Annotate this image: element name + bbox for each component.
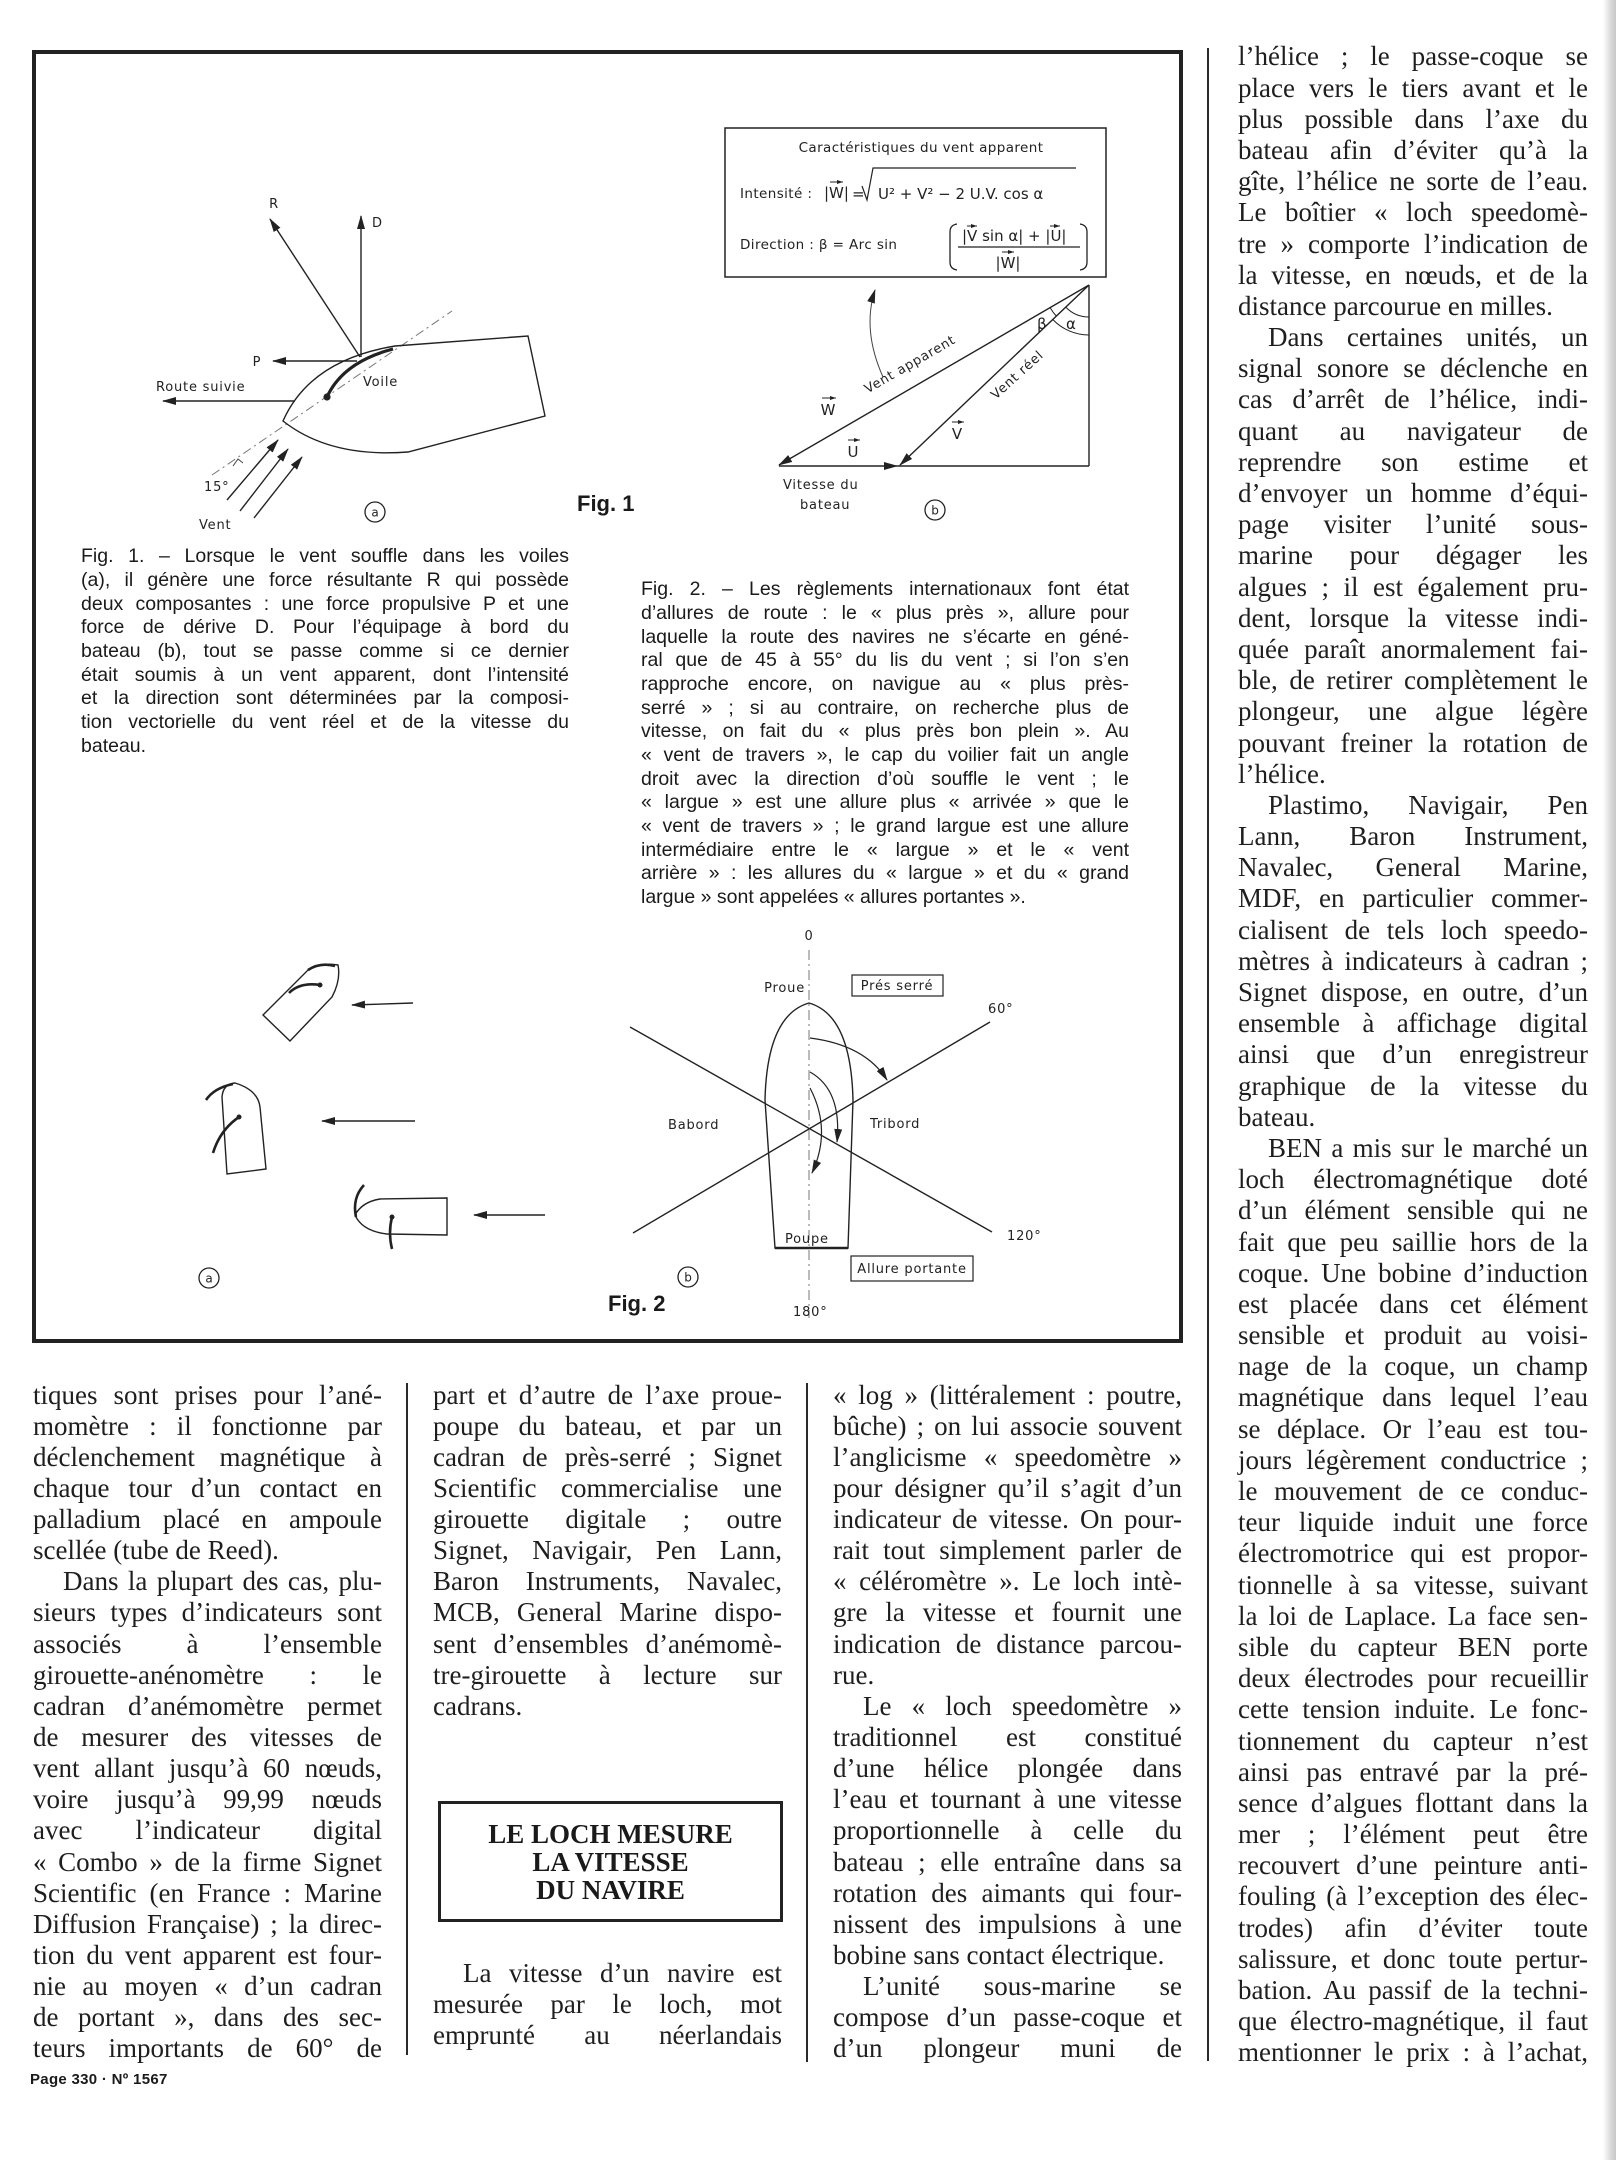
text-line: tionnelle à sa vitesse, suivant bbox=[1238, 1569, 1588, 1600]
text-line: Scientific (en France : Marine bbox=[33, 1877, 382, 1908]
text-line: arrière » : les allures du « largue » et du « grand bbox=[641, 862, 1129, 885]
text-line: est placée dans cet élément bbox=[1238, 1288, 1588, 1319]
text-line: « log » (littéralement : poutre, bbox=[833, 1379, 1182, 1410]
text-line: d’un plongeur muni de bbox=[833, 2033, 1182, 2064]
wind-arrow bbox=[227, 440, 278, 500]
text-line: deux électrodes pour recueillir bbox=[1238, 1663, 1588, 1694]
section-heading-line: LA VITESSE bbox=[532, 1846, 689, 1877]
text-line: bateau. bbox=[1238, 1101, 1316, 1132]
text-line: Lann, Baron Instrument, bbox=[1238, 821, 1588, 852]
text-line: de mesurer des vitesses de bbox=[33, 1722, 382, 1753]
label-poupe: Poupe bbox=[785, 1232, 829, 1247]
section-heading-line: LE LOCH MESURE bbox=[488, 1818, 733, 1849]
text-line: sensible et produit au voisi- bbox=[1238, 1320, 1588, 1351]
text-line: Plastimo, Navigair, Pen bbox=[1268, 789, 1588, 820]
text-line: tre-girouette à lecture sur bbox=[433, 1659, 782, 1690]
text-line: rait tout simplement parler de bbox=[833, 1535, 1182, 1566]
label-v: V bbox=[951, 425, 963, 443]
text-line: palladium placé en ampoule bbox=[33, 1504, 382, 1535]
page-footer: Page 330 · Nº 1567 bbox=[30, 2071, 168, 2088]
wind-arrow bbox=[352, 1003, 413, 1005]
text-line: l’hélice ; le passe-coque se bbox=[1238, 41, 1588, 72]
text-line: bûche) ; on lui associe souvent bbox=[833, 1410, 1182, 1441]
intensity-radicand: U² + V² − 2 U.V. cos α bbox=[878, 185, 1044, 203]
text-line: gre la vitesse et fournit une bbox=[833, 1597, 1182, 1628]
vector-w-arrow bbox=[779, 285, 1089, 465]
text-line: ble, de retirer complètement le bbox=[1238, 665, 1588, 696]
text-line: chaque tour d’un contact en bbox=[33, 1472, 382, 1503]
wind-arrow bbox=[254, 457, 302, 518]
text-line: cadrans. bbox=[433, 1690, 523, 1721]
mast-dot bbox=[318, 983, 323, 988]
text-line: jours légèrement conductrice ; bbox=[1238, 1444, 1588, 1475]
text-line: bobine sans contact électrique. bbox=[833, 1940, 1165, 1971]
sail bbox=[206, 1084, 233, 1100]
text-line: ensemble à affichage digital bbox=[1238, 1008, 1588, 1039]
text-line: de portant », dans des sec- bbox=[33, 2002, 382, 2033]
text-line: plus possible dans l’axe du bbox=[1238, 103, 1588, 134]
text-line: sent d’ensembles d’anémomè- bbox=[433, 1628, 782, 1659]
text-line: intermédiaire entre le « largue » et le « vent bbox=[641, 838, 1129, 861]
text-line: quée paraît anormalement fai- bbox=[1238, 633, 1588, 664]
text-line: pouvant freiner la rotation de bbox=[1238, 727, 1588, 758]
text-line: que électro-magnétique, il faut bbox=[1238, 2006, 1588, 2037]
text-line: « vent de travers » ; le grand largue est une allure bbox=[641, 815, 1129, 838]
text-line: teur liquide induit une force bbox=[1238, 1507, 1588, 1538]
label-zero: 0 bbox=[804, 929, 814, 944]
label-180-deg: 180° bbox=[793, 1305, 828, 1320]
text-line: d’un élément sensible qui ne bbox=[1238, 1195, 1588, 1226]
text-line: marine pour dégager les bbox=[1238, 540, 1588, 571]
text-line: Fig. 2. – Les règlements internationaux font état bbox=[641, 578, 1129, 601]
text-line: Fig. 1. – Lorsque le vent souffle dans les voiles bbox=[81, 545, 569, 568]
text-line: « largue » est une allure plus « arrivée » que le bbox=[641, 791, 1129, 814]
text-line: MDF, en particulier commer- bbox=[1238, 883, 1588, 914]
panel-marker-a: a bbox=[205, 1271, 213, 1286]
text-line: page visiter l’unité sous- bbox=[1238, 509, 1588, 540]
formula-title: Caractéristiques du vent apparent bbox=[798, 140, 1044, 156]
fig1-caption bbox=[81, 545, 569, 758]
article-column-right bbox=[1238, 41, 1588, 2068]
text-line: Le « loch speedomètre » bbox=[863, 1690, 1182, 1721]
label-allure-portante: Allure portante bbox=[857, 1262, 967, 1277]
text-line: la vitesse, en nœuds, et de la bbox=[1238, 259, 1588, 290]
text-line: cadran d’anémomètre permet bbox=[33, 1690, 382, 1721]
label-d: D bbox=[372, 216, 383, 231]
text-line: bateau (b), tout se passe comme si ce dernier bbox=[81, 639, 569, 662]
text-line: indicateur de vitesse. On pour- bbox=[833, 1504, 1182, 1535]
column-rule bbox=[1207, 48, 1209, 2061]
sail bbox=[355, 1185, 364, 1217]
text-line: MCB, General Marine dispo- bbox=[433, 1597, 782, 1628]
text-line: sieurs types d’indicateurs sont bbox=[33, 1597, 382, 1628]
text-line: l’anglicisme « speedomètre » bbox=[833, 1441, 1182, 1472]
article-column-1 bbox=[33, 1380, 382, 2065]
panel-marker-a: a bbox=[371, 505, 379, 520]
text-line: ainsi pas entravé par la pré- bbox=[1238, 1756, 1588, 1787]
sail bbox=[390, 1217, 392, 1249]
label-w: W bbox=[820, 401, 836, 419]
text-line: l’eau et tournant à une vitesse bbox=[833, 1784, 1182, 1815]
intensity-equals: = bbox=[852, 185, 865, 203]
label-beta: β bbox=[1037, 315, 1047, 333]
intensity-label: Intensité : bbox=[740, 186, 813, 202]
text-line: BEN a mis sur le marché un bbox=[1268, 1132, 1588, 1163]
text-line: teurs importants de 60° de bbox=[33, 2033, 382, 2064]
text-line: cas d’arrêt de l’hélice, indi- bbox=[1238, 384, 1588, 415]
text-line: place vers le tiers avant et le bbox=[1238, 72, 1588, 103]
text-line: ainsi que d’un enregistreur bbox=[1238, 1039, 1588, 1070]
bracket-right bbox=[1080, 224, 1087, 270]
text-line: poupe du bateau, et par un bbox=[433, 1410, 782, 1441]
text-line: signal sonore se déclenche en bbox=[1238, 353, 1588, 384]
label-u: U bbox=[847, 443, 859, 461]
text-line: indication de distance parcou- bbox=[833, 1628, 1182, 1659]
text-line: girouette-anénomètre : le bbox=[33, 1659, 382, 1690]
label-bateau: bateau bbox=[800, 498, 851, 513]
text-line: trodes) afin d’éviter toute bbox=[1238, 1912, 1588, 1943]
text-line: La vitesse d’un navire est bbox=[463, 1957, 782, 1988]
text-line: tion vectorielle du vent réel et de la vitesse du bbox=[81, 711, 569, 733]
text-line: vitesse, on fait du « plus près bon plein ». Au bbox=[641, 720, 1129, 743]
text-line: part et d’autre de l’axe proue- bbox=[433, 1379, 782, 1410]
article-column-2 bbox=[433, 1380, 782, 2051]
fig2-panel-a bbox=[199, 964, 545, 1288]
text-line: emprunté au néerlandais bbox=[433, 2019, 782, 2050]
text-line: était soumis à un vent apparent, dont l’intensité bbox=[81, 663, 569, 686]
article-column-3 bbox=[833, 1380, 1182, 2065]
fig2-label: Fig. 2 bbox=[608, 1291, 666, 1316]
text-line: dent, lorsque la vitesse indi- bbox=[1238, 602, 1588, 633]
label-120-deg: 120° bbox=[1007, 1229, 1042, 1244]
mast-dot bbox=[237, 1115, 242, 1120]
fig1-label: Fig. 1 bbox=[577, 491, 635, 516]
text-line: la loi de Laplace. La face sen- bbox=[1238, 1600, 1588, 1631]
text-line: bation. Au passif de la techni- bbox=[1238, 1975, 1588, 2006]
text-line: cette tension induite. Le fonc- bbox=[1238, 1694, 1588, 1725]
fig1-panel-a bbox=[156, 197, 545, 533]
beta-arc bbox=[1050, 308, 1056, 317]
text-line: Dans certaines unités, un bbox=[1268, 322, 1588, 353]
text-line: Dans la plupart des cas, plu- bbox=[63, 1566, 382, 1597]
text-line: reprendre son estime et bbox=[1238, 446, 1588, 477]
label-voile: Voile bbox=[363, 375, 399, 390]
text-line: (a), il génère une force résultante R qui possède bbox=[81, 568, 569, 591]
text-line: fouling (à l’exception des élec- bbox=[1238, 1881, 1588, 1912]
panel-marker-b: b bbox=[684, 1270, 692, 1285]
text-line: tre » comporte l’indication de bbox=[1238, 228, 1588, 259]
text-line: Scientific commercialise une bbox=[433, 1472, 782, 1503]
mast-dot bbox=[390, 1215, 395, 1220]
text-line: mer ; l’élément peut être bbox=[1238, 1819, 1588, 1850]
text-line: L’unité sous-marine se bbox=[863, 1971, 1182, 2002]
text-line: graphique de la vitesse du bbox=[1238, 1070, 1588, 1101]
label-p: P bbox=[252, 355, 262, 370]
text-line: d’envoyer un homme d’équi- bbox=[1238, 478, 1588, 509]
label-proue: Proue bbox=[764, 981, 805, 996]
fig1-panel-b bbox=[779, 285, 1089, 520]
label-vent-reel: Vent réel bbox=[988, 348, 1047, 403]
hull-outline bbox=[283, 336, 545, 453]
fig2-panel-b bbox=[630, 929, 1042, 1320]
label-60-deg: 60° bbox=[988, 1002, 1014, 1017]
mast-dot bbox=[323, 393, 330, 400]
text-line: cialisent de tels loch speedo- bbox=[1238, 914, 1588, 945]
text-line: nissent des impulsions à une bbox=[833, 1908, 1182, 1939]
text-line: bateau. bbox=[81, 734, 147, 757]
text-line: proportionnelle à celle du bbox=[833, 1815, 1182, 1846]
text-line: largue » sont appelées « allures portantes ». bbox=[641, 886, 1026, 909]
text-line: associés à l’ensemble bbox=[33, 1628, 382, 1659]
text-line: deux composantes : une force propulsive P et une bbox=[81, 592, 569, 615]
text-line: Navalec, General Marine, bbox=[1238, 852, 1588, 883]
text-line: scellée (tube de Reed). bbox=[33, 1535, 279, 1566]
text-line: compose d’un passe-coque et bbox=[833, 2002, 1182, 2033]
section-heading-line: DU NAVIRE bbox=[536, 1874, 685, 1905]
vector-v-arrow bbox=[900, 285, 1089, 465]
text-line: algues ; il est également pru- bbox=[1238, 571, 1588, 602]
text-line: tionnement du capteur n’est bbox=[1238, 1725, 1588, 1756]
text-line: laquelle la route des navires ne s’écarte en géné- bbox=[641, 625, 1129, 648]
column-rule bbox=[406, 1383, 408, 2055]
direction-denominator: |W| bbox=[995, 254, 1021, 272]
label-alpha: α bbox=[1066, 315, 1076, 333]
text-line: tion du vent apparent est four- bbox=[33, 1940, 382, 1971]
text-line: girouette digitale ; outre bbox=[433, 1504, 782, 1535]
text-line: déclenchement magnétique à bbox=[33, 1441, 382, 1472]
text-line: se déplace. Or l’eau est tou- bbox=[1238, 1413, 1588, 1444]
text-line: nage de la coque, un champ bbox=[1238, 1351, 1588, 1382]
text-line: avec l’indicateur digital bbox=[33, 1815, 382, 1846]
text-line: serré » ; si au contraire, on recherche plus de bbox=[641, 696, 1129, 719]
text-line: tiques sont prises pour l’ané- bbox=[33, 1379, 382, 1410]
text-line: bateau ; elle entraîne dans sa bbox=[833, 1846, 1182, 1877]
text-line: recouvert d’une peinture anti- bbox=[1238, 1850, 1588, 1881]
text-line: droit avec la direction d’où souffle le vent ; le bbox=[641, 767, 1129, 790]
text-line: « vent de travers », le cap du voilier fait un angle bbox=[641, 744, 1129, 766]
text-line: coque. Une bobine d’induction bbox=[1238, 1257, 1588, 1288]
text-line: traditionnel est constitué bbox=[833, 1722, 1182, 1753]
boat-close-hauled bbox=[263, 964, 339, 1041]
text-line: Le boîtier « loch speedomè- bbox=[1238, 197, 1588, 228]
text-line: gîte, l’hélice ne sorte de l’eau. bbox=[1238, 166, 1588, 197]
text-line: sible du capteur BEN porte bbox=[1238, 1631, 1588, 1662]
bracket-left bbox=[950, 224, 957, 270]
label-vitesse-du: Vitesse du bbox=[783, 478, 859, 493]
text-line: mètres à indicateurs à cadran ; bbox=[1238, 945, 1588, 976]
text-line: le mouvement de ce conduc- bbox=[1238, 1476, 1588, 1507]
boat-beam-reach bbox=[222, 1083, 266, 1174]
text-line: et la direction sont déterminées par la composi- bbox=[81, 687, 569, 710]
text-line: quant au navigateur de bbox=[1238, 415, 1588, 446]
text-line: force de dérive D. Pour l’équipage à bord du bbox=[81, 616, 569, 639]
text-line: mesurée par le loch, mot bbox=[433, 1988, 782, 2019]
direction-numerator: |V sin α| + |U| bbox=[962, 227, 1067, 245]
fig2-caption bbox=[641, 578, 1129, 910]
text-line: rotation des aimants qui four- bbox=[833, 1877, 1182, 1908]
text-line: ral que de 45 à 55° du lis du vent ; si l’on s’en bbox=[641, 649, 1129, 672]
text-line: momètre : il fonctionne par bbox=[33, 1410, 382, 1441]
text-line: nie au moyen « d’un cadran bbox=[33, 1971, 382, 2002]
text-line: pour désigner qu’il s’agit d’un bbox=[833, 1472, 1182, 1503]
boat-running bbox=[355, 1198, 447, 1235]
text-line: vent allant jusqu’à 60 nœuds, bbox=[33, 1753, 382, 1784]
wind-arrow bbox=[240, 449, 288, 511]
label-vent-apparent: Vent apparent bbox=[862, 332, 959, 398]
text-line: salissure, et donc toute pertur- bbox=[1238, 1943, 1588, 1974]
text-line: voire jusqu’à 99,99 nœuds bbox=[33, 1784, 382, 1815]
label-route-suivie: Route suivie bbox=[156, 380, 246, 395]
text-line: rue. bbox=[833, 1659, 875, 1690]
pointer-curve-arrow bbox=[870, 290, 883, 377]
text-line: l’hélice. bbox=[1238, 758, 1326, 789]
label-tribord: Tribord bbox=[870, 1117, 921, 1132]
text-line: rapproche encore, on navigue au « plus près- bbox=[641, 672, 1129, 695]
text-line: mentionner le prix : à l’achat, bbox=[1238, 2037, 1588, 2068]
text-line: sence d’algues flottant dans la bbox=[1238, 1787, 1588, 1818]
text-line: bateau afin d’éviter qu’à la bbox=[1238, 134, 1588, 165]
text-line: Diffusion Française) ; la direc- bbox=[33, 1908, 382, 1939]
sail bbox=[213, 1117, 239, 1153]
text-line: Signet, Navigair, Pen Lann, bbox=[433, 1535, 782, 1566]
sail bbox=[308, 965, 335, 970]
text-line: Signet dispose, en outre, d’un bbox=[1238, 977, 1588, 1008]
section-heading-box bbox=[438, 1801, 783, 1922]
force-r-arrow bbox=[270, 219, 360, 357]
text-line: électromotrice qui est propor- bbox=[1238, 1538, 1588, 1569]
text-line: « Combo » de la firme Signet bbox=[33, 1846, 382, 1877]
text-line: d’une hélice plongée dans bbox=[833, 1753, 1182, 1784]
label-r: R bbox=[269, 197, 279, 212]
text-line: d’allures de route : le « plus près », allure pour bbox=[641, 601, 1129, 624]
column-rule bbox=[806, 1383, 808, 2062]
text-line: « céléromètre ». Le loch intè- bbox=[833, 1566, 1182, 1597]
text-line: Baron Instruments, Navalec, bbox=[433, 1566, 782, 1597]
sail bbox=[289, 984, 320, 993]
text-line: distance parcourue en milles. bbox=[1238, 290, 1553, 321]
label-angle: 15° bbox=[204, 480, 230, 495]
direction-label: Direction : β = Arc sin bbox=[740, 237, 898, 253]
label-babord: Babord bbox=[668, 1118, 720, 1133]
label-vent: Vent bbox=[199, 518, 232, 533]
text-line: fait que peu saillie hors de la bbox=[1238, 1226, 1588, 1257]
formula-box bbox=[725, 128, 1106, 277]
label-pres-serre: Prés serré bbox=[860, 979, 934, 994]
text-line: loch électromagnétique doté bbox=[1238, 1164, 1588, 1195]
text-line: plongeur, une algue légère bbox=[1238, 696, 1588, 727]
intensity-lhs: |W| bbox=[824, 184, 849, 202]
text-line: magnétique dans lequel l’eau bbox=[1238, 1382, 1588, 1413]
panel-marker-b: b bbox=[931, 503, 939, 518]
text-line: cadran de près-serré ; Signet bbox=[433, 1441, 782, 1472]
